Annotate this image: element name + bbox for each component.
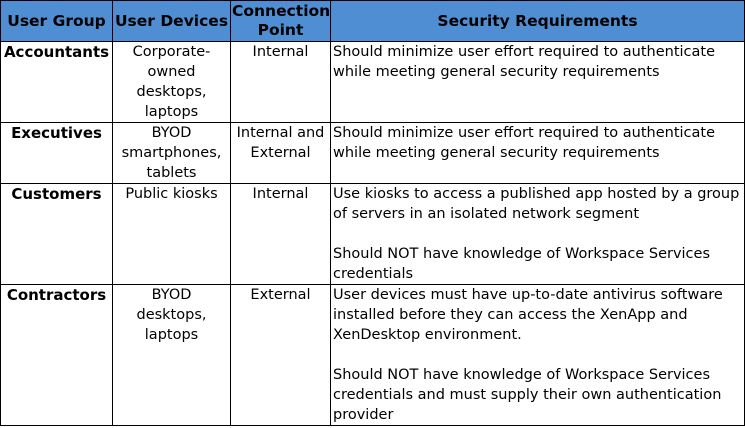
cell-connection-point: Internal and External — [231, 123, 331, 184]
cell-user-group: Contractors — [1, 285, 113, 426]
requirement-text: Should minimize user effort required to authenticate while meeting general security requirements — [333, 44, 716, 80]
cell-security-requirements — [331, 42, 745, 123]
requirement-text: Should NOT have knowledge of Workspace Services credentials and must supply their own authentication provider — [333, 367, 722, 423]
cell-connection-point: External — [231, 285, 331, 426]
cell-security-requirements — [331, 123, 745, 184]
cell-user-devices: BYOD smartphones, tablets — [113, 123, 231, 184]
table-row — [1, 123, 745, 184]
cell-user-devices: Public kiosks — [113, 184, 231, 285]
cell-security-requirements — [331, 184, 745, 285]
table-row — [1, 285, 745, 426]
header-security-requirements: Security Requirements — [331, 1, 745, 42]
cell-connection-point: Internal — [231, 42, 331, 123]
header-user-group: User Group — [1, 1, 113, 42]
cell-user-group: Accountants — [1, 42, 113, 123]
cell-connection-point: Internal — [231, 184, 331, 285]
requirement-text: Should NOT have knowledge of Workspace Services credentials — [333, 246, 711, 282]
cell-security-requirements — [331, 285, 745, 426]
cell-user-devices: BYOD desktops, laptops — [113, 285, 231, 426]
requirement-text: User devices must have up-to-date antivirus software installed before they can access the XenApp and XenDesktop environment. — [333, 287, 723, 343]
table-row — [1, 184, 745, 285]
header-row — [1, 1, 745, 42]
cell-user-devices: Corporate-owned desktops, laptops — [113, 42, 231, 123]
header-connection-point: Connection Point — [231, 1, 331, 42]
table-row — [1, 42, 745, 123]
cell-user-group: Customers — [1, 184, 113, 285]
table-body — [1, 42, 745, 426]
cell-user-group: Executives — [1, 123, 113, 184]
header-user-devices: User Devices — [113, 1, 231, 42]
table-header — [1, 1, 745, 42]
requirement-text: Use kiosks to access a published app hosted by a group of servers in an isolated network segment — [333, 186, 740, 222]
requirement-text: Should minimize user effort required to authenticate while meeting general security requirements — [333, 125, 716, 161]
